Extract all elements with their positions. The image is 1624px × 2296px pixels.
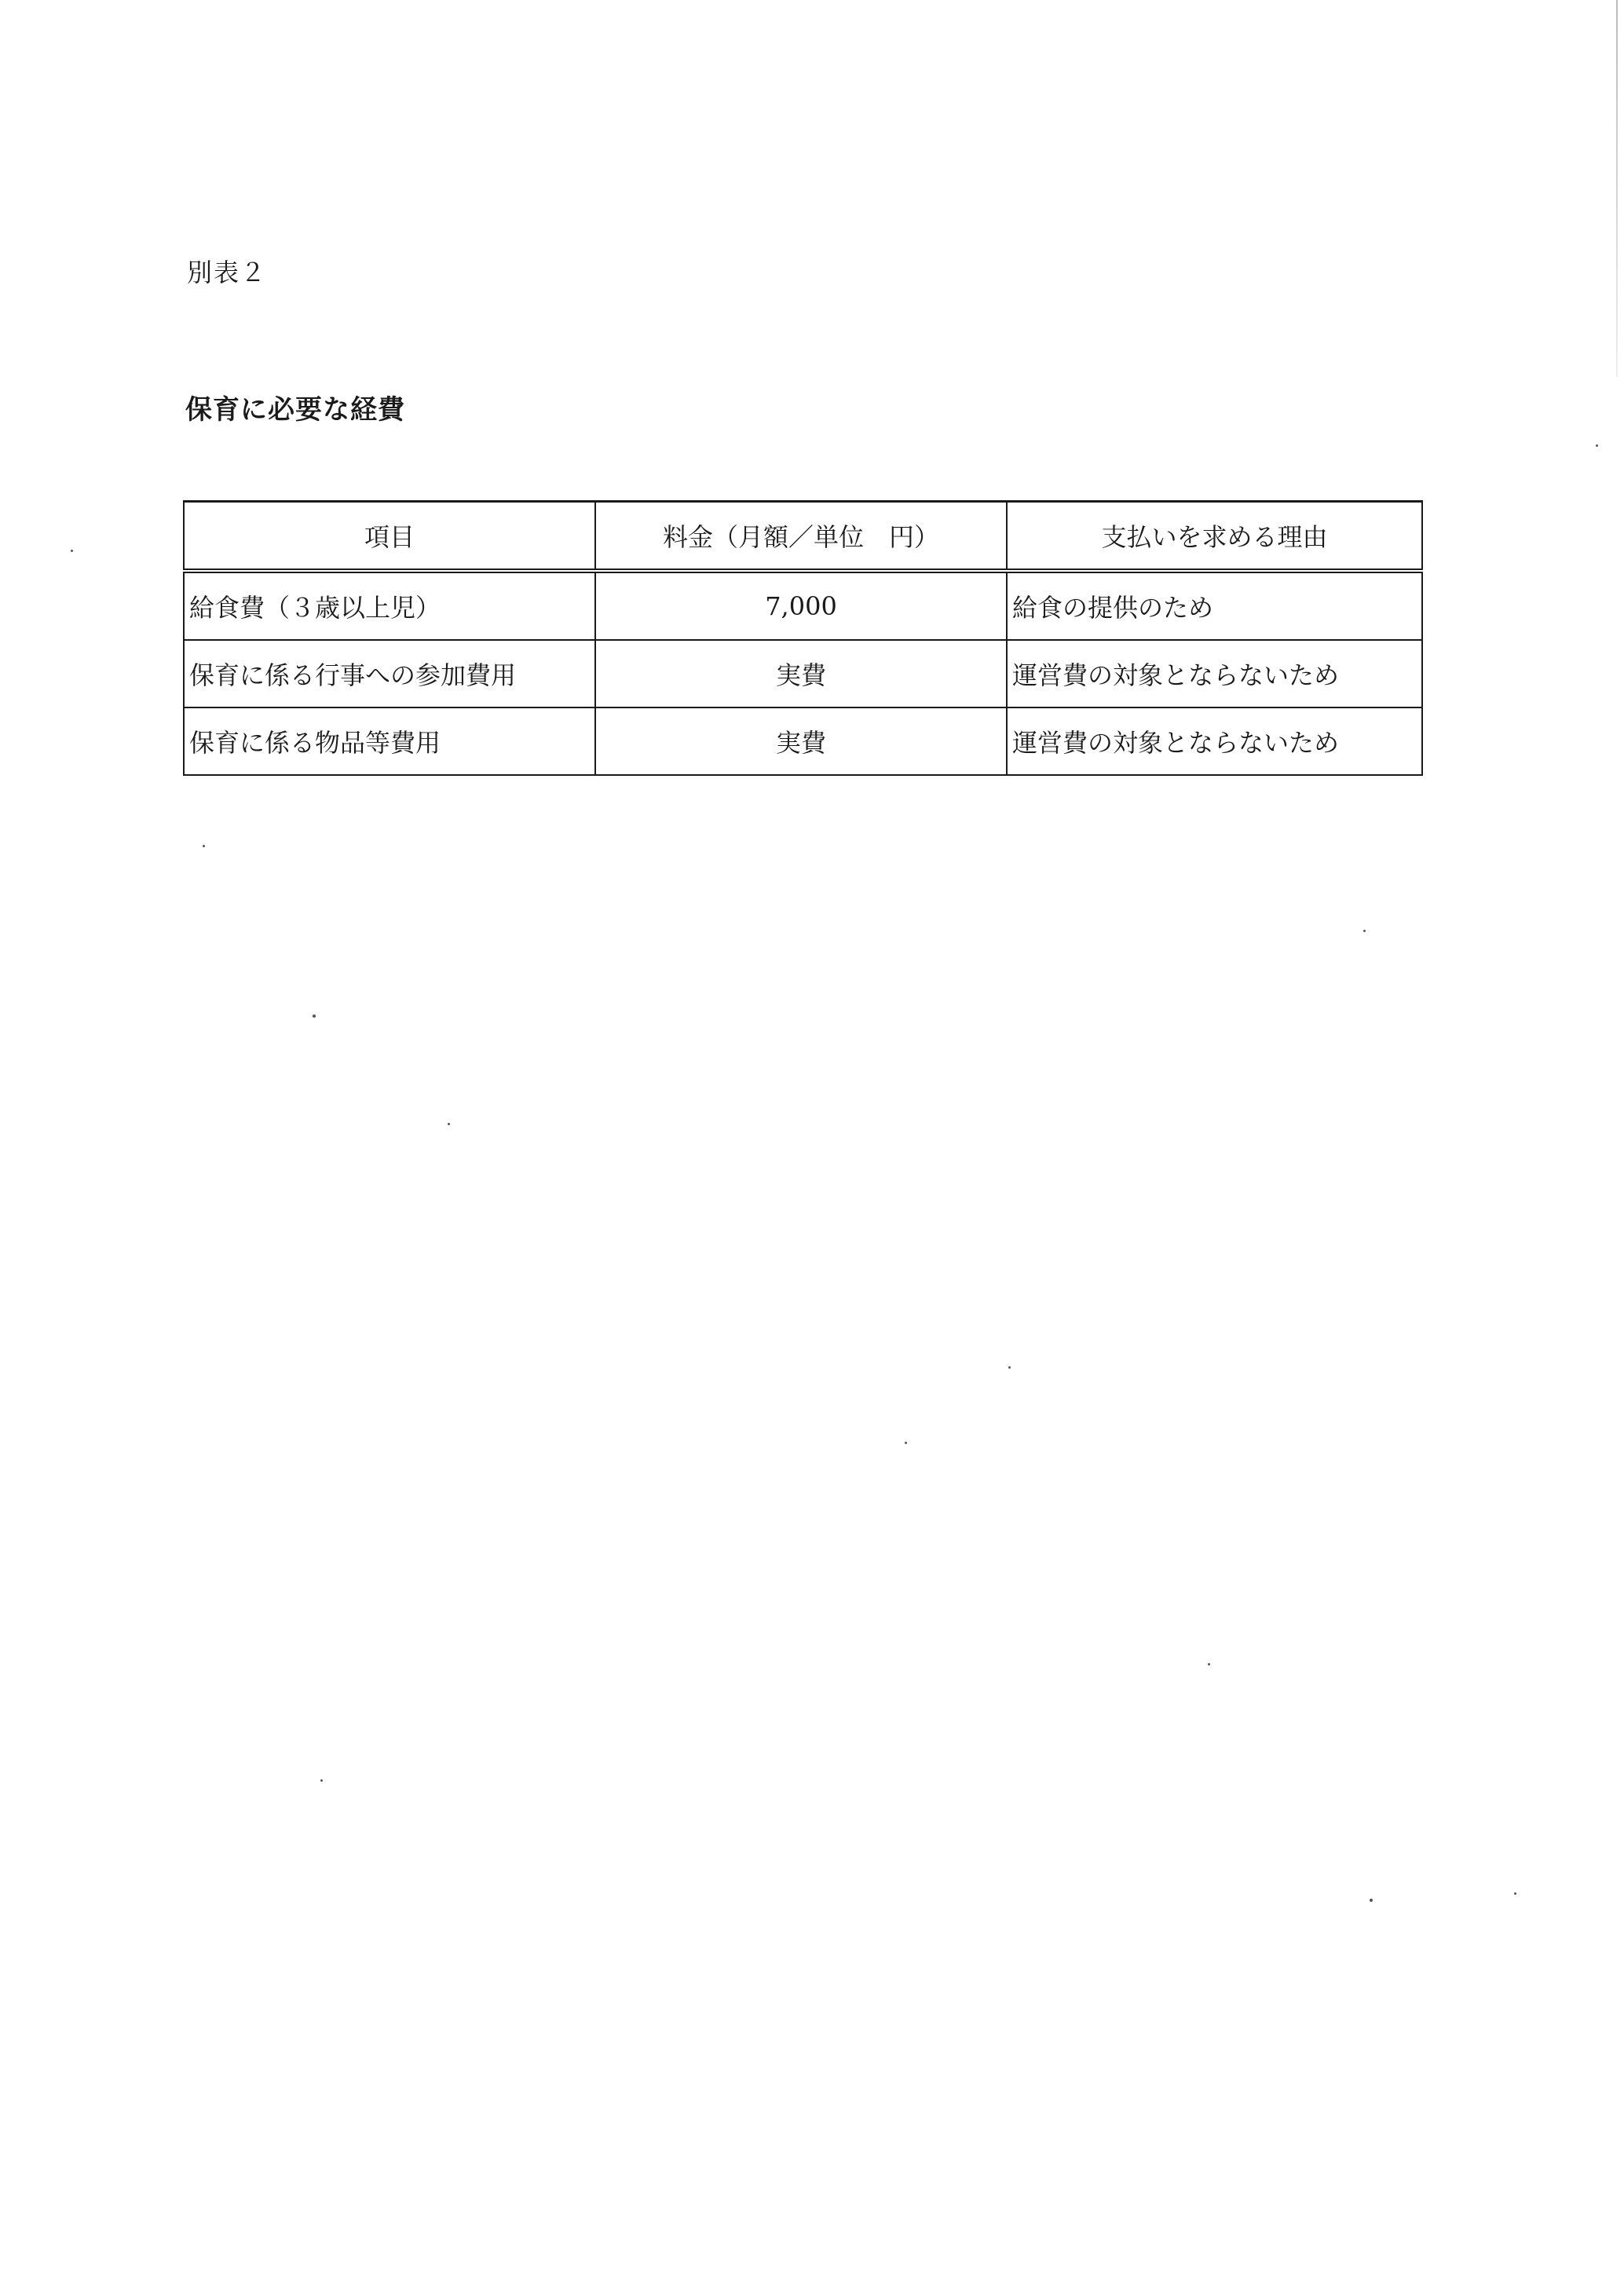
table-row	[184, 571, 1422, 640]
cell-reason: 運営費の対象とならないため	[1007, 707, 1422, 775]
scan-speck	[71, 550, 73, 552]
annex-label: 別表２	[187, 258, 268, 287]
cell-fee: 実費	[595, 707, 1007, 775]
scan-speck	[1514, 1892, 1516, 1895]
scan-speck	[1008, 1366, 1011, 1369]
header-item: 項目	[184, 502, 595, 572]
scan-edge-line	[1616, 0, 1618, 377]
scan-speck	[1370, 1899, 1373, 1902]
scan-speck	[1363, 930, 1366, 932]
table-row	[184, 707, 1422, 775]
fee-table	[183, 500, 1423, 776]
scan-speck	[1208, 1663, 1210, 1665]
scan-speck	[448, 1123, 450, 1125]
cell-fee: 7,000	[595, 571, 1007, 640]
cell-fee: 実費	[595, 640, 1007, 707]
cell-item: 保育に係る物品等費用	[184, 707, 595, 775]
header-reason: 支払いを求める理由	[1007, 502, 1422, 572]
scan-speck	[203, 845, 205, 847]
cell-item: 給食費（３歳以上児）	[184, 571, 595, 640]
scan-speck	[905, 1442, 907, 1444]
scan-speck	[313, 1015, 316, 1018]
cell-item: 保育に係る行事への参加費用	[184, 640, 595, 707]
scan-speck	[320, 1779, 323, 1782]
cell-reason: 運営費の対象とならないため	[1007, 640, 1422, 707]
cell-reason: 給食の提供のため	[1007, 571, 1422, 640]
table-header-row	[184, 502, 1422, 572]
table-row	[184, 640, 1422, 707]
scan-speck	[1596, 444, 1598, 447]
page-heading: 保育に必要な経費	[185, 394, 405, 426]
header-fee: 料金（月額／単位 円）	[595, 502, 1007, 572]
